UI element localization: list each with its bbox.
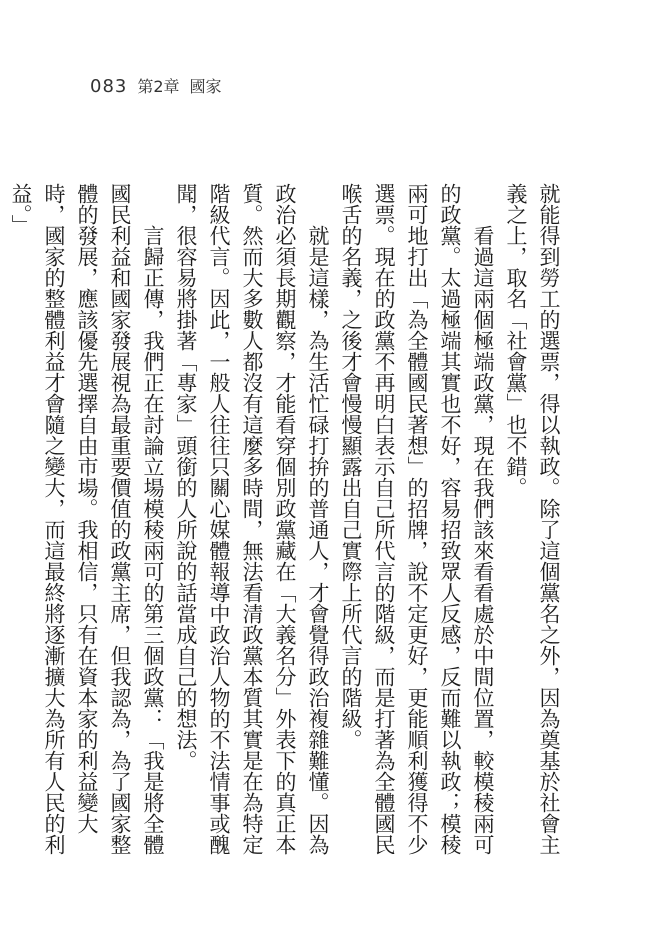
section-title: 國家 — [189, 77, 222, 96]
page-header — [90, 74, 222, 97]
paragraph: 看過這兩個極端政黨，現在我們該來看看處於中間位置，較模稜兩可的政黨。太過極端其實也不好，容易招致眾人反感，反而難以執政；模稜兩可地打出「為全體國民著想」的招牌，說不定更好，更能順利獲得不少選票。現在的政黨不再明白表示自己所代言的階級，而是打著為全體國民喉舌的名義，之後才會慢慢顯露出自己實際上所代言的階級。 — [339, 183, 495, 855]
page-number: 083 — [90, 76, 128, 97]
chapter-label: 第2章 — [137, 77, 180, 96]
paragraph-continuation: 就能得到勞工的選票，得以執政。除了這個黨名之外，因為奠基於社會主義之上，取名「社會黨」也不錯。 — [504, 183, 561, 855]
paragraph: 就是這樣，為生活忙碌打拚的普通人，才會覺得政治複雜難懂。因為政治必須長期觀察，才能看穿個別政黨藏在「大義名分」外表下的真正本質。然而大多數人都沒有這麼多時間，無法看清政黨本質其實是在為特定階級代言。因此，一般人往往只關心媒體報導中政治人物的不法情事或醜聞，很容易將掛著「專家」頭銜的人所說的話當成自己的想法。 — [174, 183, 330, 855]
vertical-text-body — [9, 183, 565, 863]
paragraph: 言歸正傳，我們正在討論立場模稜兩可的第三個政黨：「我是將全體國民利益和國家發展視為最重要價值的政黨主席，但我認為，為了國家整體的發展，應該優先選擇自由市場。我相信，只有在資本家的利益變大時，國家的整體利益才會隨之變大，而這最終將逐漸擴大為所有人民的利益。」 — [9, 183, 165, 855]
